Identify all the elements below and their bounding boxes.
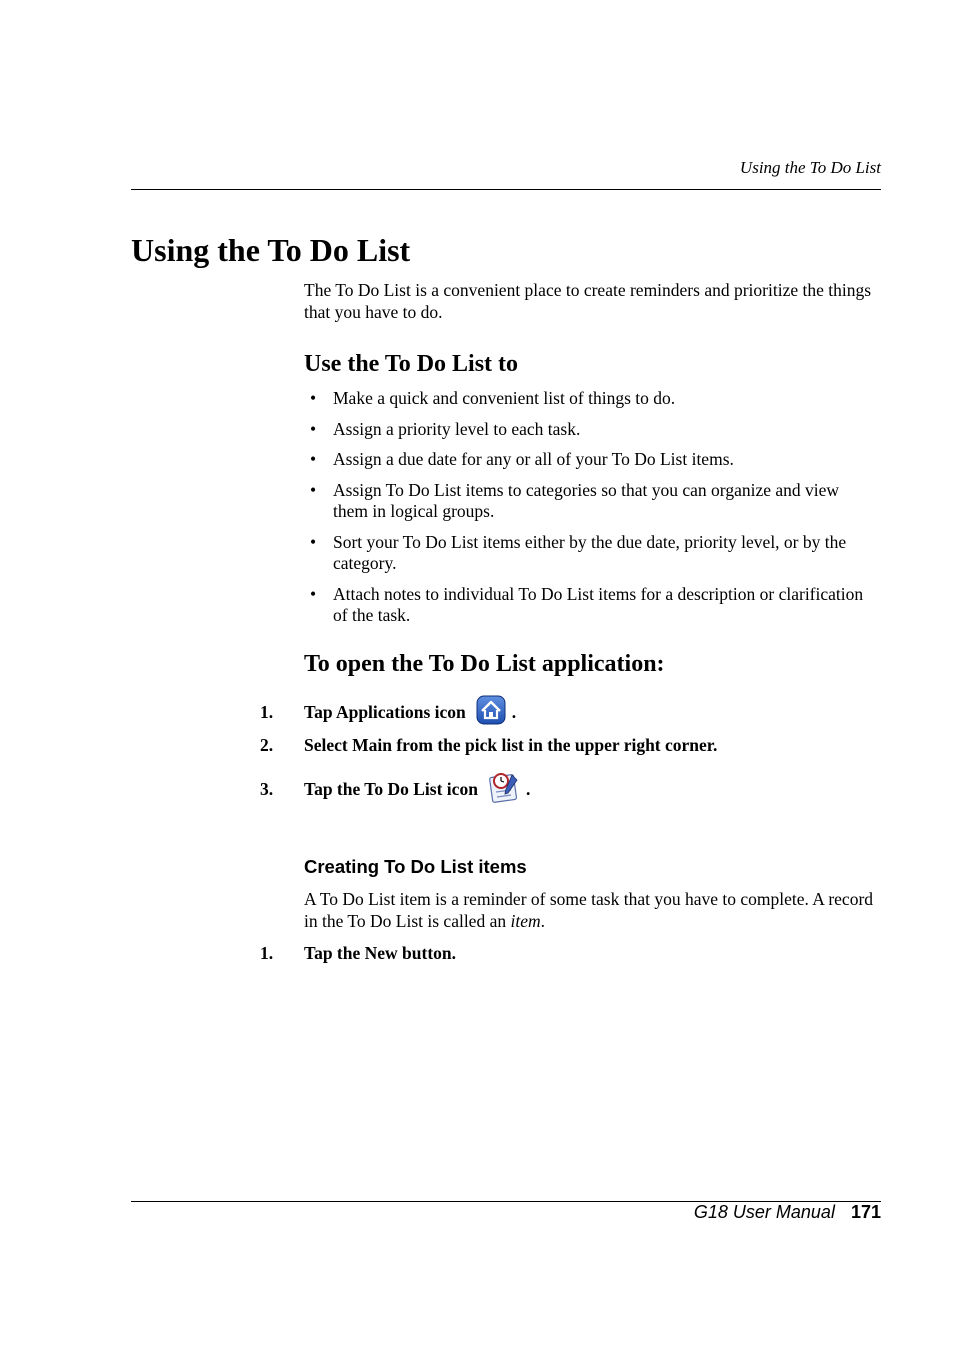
applications-home-icon (476, 695, 506, 730)
step-text: Select Main from the pick list in the upper right corner. (304, 735, 718, 755)
bullet: • (310, 583, 317, 604)
creating-step-1 (260, 943, 456, 964)
list-item-text: Attach notes to individual To Do List items for a description or clarification of the task. (333, 583, 864, 625)
list-item-text: Assign a due date for any or all of your To Do List items. (333, 449, 734, 469)
footer-manual-title: G18 User Manual (693, 1202, 835, 1222)
page-title: Using the To Do List (131, 232, 411, 268)
open-step-2 (260, 735, 717, 756)
bullet: • (310, 388, 317, 408)
step-text: Tap the To Do List icon (304, 778, 478, 799)
list-item (304, 584, 864, 627)
creating-paragraph (304, 888, 884, 932)
page-number: 171 (850, 1202, 881, 1222)
step-suffix: . (511, 701, 517, 722)
open-section-heading: To open the To Do List application: (304, 651, 665, 677)
list-item-text: Assign a priority level to each task. (333, 418, 581, 439)
todo-list-clock-icon (488, 771, 520, 808)
list-item-text: Sort your To Do List items either by the due date, priority level, or by the category. (333, 531, 847, 573)
list-item (304, 449, 864, 471)
step-text: Tap the New button. (304, 943, 457, 963)
creating-section-heading: Creating To Do List items (304, 856, 527, 877)
step-number: 3. (260, 778, 274, 799)
open-step-3 (260, 772, 530, 806)
list-item-text: Make a quick and convenient list of things to do. (333, 388, 676, 408)
step-suffix: . (525, 778, 531, 799)
running-header: Using the To Do List (739, 158, 881, 177)
step-text: Tap Applications icon (304, 701, 466, 722)
page-footer (694, 1202, 881, 1223)
open-step-1 (260, 694, 516, 730)
creating-text-after: . (540, 911, 545, 931)
step-number: 1. (260, 701, 274, 722)
list-item-text: Assign To Do List items to categories so that you can organize and view them in logical groups. (333, 479, 840, 521)
creating-text-emphasis: item (510, 911, 541, 931)
bullet: • (310, 418, 317, 439)
feature-list (304, 388, 864, 636)
bullet: • (310, 479, 317, 500)
use-section-heading: Use the To Do List to (304, 351, 519, 377)
list-item (304, 480, 864, 523)
list-item (304, 532, 864, 575)
header-rule (131, 189, 881, 190)
list-item (304, 388, 864, 410)
list-item (304, 419, 864, 441)
intro-paragraph: The To Do List is a convenient place to create reminders and prioritize the things that you have to do. (304, 280, 872, 322)
bullet: • (310, 449, 317, 469)
bullet: • (310, 531, 317, 552)
step-number: 1. (260, 943, 274, 963)
creating-text-before: A To Do List item is a reminder of some task that you have to complete. A record in the To Do List is called an (304, 889, 874, 931)
step-number: 2. (260, 735, 274, 755)
